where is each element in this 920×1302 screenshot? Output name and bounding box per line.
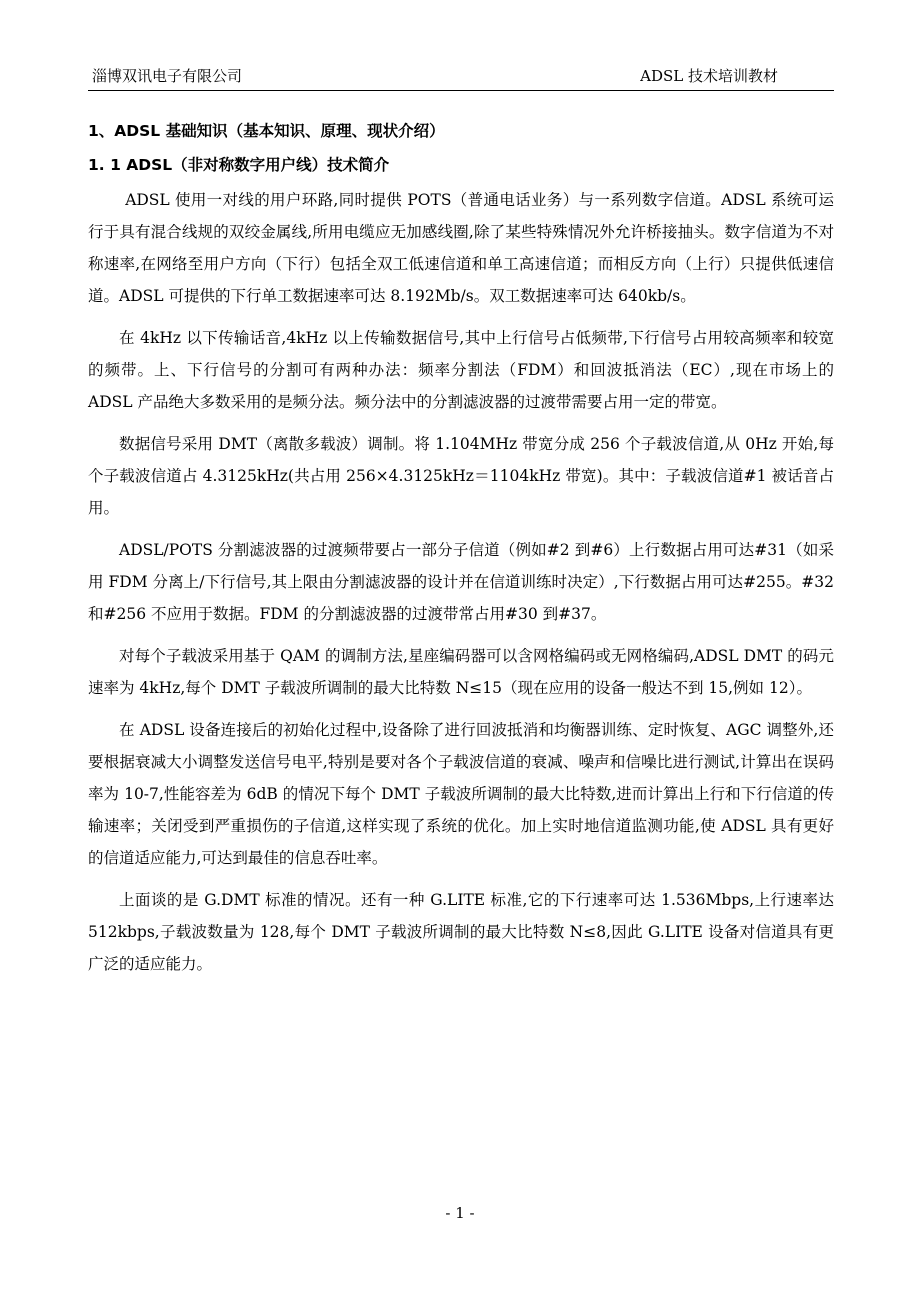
header-company: 淄博双讯电子有限公司	[92, 67, 243, 85]
paragraph-qam-encoding: 对每个子载波采用基于 QAM 的调制方法,星座编码器可以含网格编码或无网格编码,ADSL DMT 的码元速率为 4kHz,每个 DMT 子载波所调制的最大比特数 N≤15（现在应用的设备一般达不到 15,例如 12）。	[88, 647, 834, 697]
paragraph-splitter-subchannels: ADSL/POTS 分割滤波器的过渡频带要占一部分子信道（例如#2 到#6）上行数据占用可达#31（如采用 FDM 分离上/下行信号,其上限由分割滤波器的设计并在信道训练时决定）,下行数据占用可达#255。#32 和#256 不应用于数据。FDM 的分割滤波器的过渡带常占用#30 到#37。	[88, 541, 834, 623]
page-header	[88, 62, 834, 91]
paragraph-frequency-split: 在 4kHz 以下传输话音,4kHz 以上传输数据信号,其中上行信号占低频带,下行信号占用较高频率和较宽的频带。上、下行信号的分割可有两种办法：频率分割法（FDM）和回波抵消法（EC）,现在市场上的 ADSL 产品绝大多数采用的是频分法。频分法中的分割滤波器的过渡带需要占用一定的带宽。	[88, 329, 834, 411]
section-title: 1、ADSL 基础知识（基本知识、原理、现状介绍）	[88, 122, 445, 140]
header-doc-title: ADSL 技术培训教材	[640, 67, 778, 85]
paragraph-initialization: 在 ADSL 设备连接后的初始化过程中,设备除了进行回波抵消和均衡器训练、定时恢复、AGC 调整外,还要根据衰减大小调整发送信号电平,特别是要对各个子载波信道的衰减、噪声和信噪比进行测试,计算出在误码率为 10-7,性能容差为 6dB 的情况下每个 DMT 子载波所调制的最大比特数,进而计算出上行和下行信道的传输速率；关闭受到严重损伤的子信道,这样实现了系统的优化。加上实时地信道监测功能,使 ADSL 具有更好的信道适应能力,可达到最佳的信息吞吐率。	[88, 721, 834, 867]
paragraph-dmt-modulation: 数据信号采用 DMT（离散多载波）调制。将 1.104MHz 带宽分成 256 个子载波信道,从 0Hz 开始,每个子载波信道占 4.3125kHz(共占用 256×4.3125kHz＝1104kHz 带宽)。其中：子载波信道#1 被话音占用。	[88, 435, 834, 517]
subsection-title: 1. 1 ADSL（非对称数字用户线）技术简介	[88, 156, 390, 174]
page-body	[88, 114, 834, 990]
paragraph-adsl-overview: ADSL 使用一对线的用户环路,同时提供 POTS（普通电话业务）与一系列数字信道。ADSL 系统可运行于具有混合线规的双绞金属线,所用电缆应无加感线圈,除了某些特殊情况外允许桥接抽头。数字信道为不对称速率,在网络至用户方向（下行）包括全双工低速信道和单工高速信道；而相反方向（上行）只提供低速信道。ADSL 可提供的下行单工数据速率可达 8.192Mb/s。双工数据速率可达 640kb/s。	[88, 191, 834, 305]
paragraph-glite-standard: 上面谈的是 G.DMT 标准的情况。还有一种 G.LITE 标准,它的下行速率可达 1.536Mbps,上行速率达 512kbps,子载波数量为 128,每个 DMT 子载波所调制的最大比特数 N≤8,因此 G.LITE 设备对信道具有更广泛的适应能力。	[88, 891, 834, 973]
page-number: - 1 -	[445, 1204, 475, 1222]
